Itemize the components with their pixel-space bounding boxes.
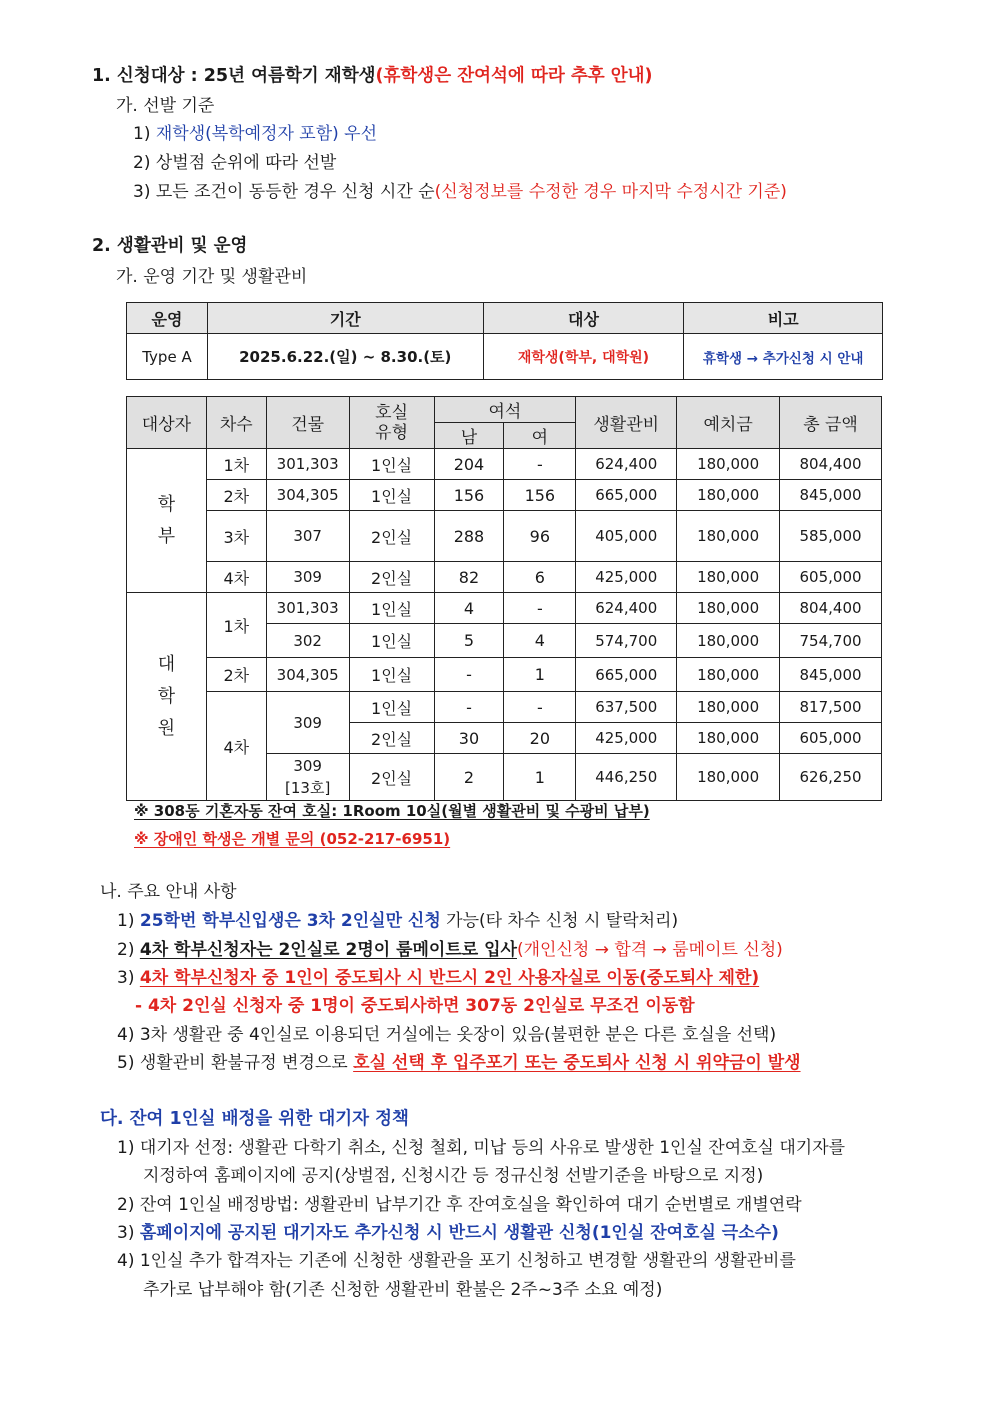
- cell-female: 96: [504, 511, 576, 562]
- header-deposit: 예치금: [677, 397, 780, 449]
- table-row: [127, 480, 882, 511]
- cell-type: 1인실: [349, 658, 434, 692]
- cell-male: 5: [434, 624, 504, 658]
- cell-fee: 665,000: [576, 480, 677, 511]
- item-number: 3): [117, 968, 140, 988]
- cell-fee: 637,500: [576, 692, 677, 723]
- item-number: 3): [117, 1223, 140, 1243]
- undergrad-label: 학 부: [127, 449, 207, 593]
- cell-type: 1인실: [349, 593, 434, 624]
- item-number: 2): [117, 940, 140, 960]
- notice-item2: [117, 937, 783, 963]
- section1-item3-text: 3) 모든 조건이 동등한 경우 신청 시간 순: [133, 182, 435, 202]
- cell-male: 204: [434, 449, 504, 480]
- cell-deposit: 180,000: [677, 692, 780, 723]
- cell-total: 804,400: [780, 449, 882, 480]
- section1-item1-text: 재학생(복학예정자 포함) 우선: [155, 124, 377, 144]
- cell-building: 307: [266, 511, 349, 562]
- cell-type: 1인실: [349, 624, 434, 658]
- cell-female: 156: [504, 480, 576, 511]
- cell-type: 2인실: [349, 754, 434, 801]
- cell-deposit: 180,000: [677, 511, 780, 562]
- fee-table-header-row1: [127, 397, 882, 423]
- waitlist-item4: 4) 1인실 추가 합격자는 기존에 신청한 생활관을 포기 신청하고 변경할 생활관의 생활관비를: [117, 1251, 796, 1271]
- notice-item4: 4) 3차 생활관 중 4인실로 이용되던 거실에는 옷장이 있음(불편한 분은 다른 호실을 선택): [117, 1025, 777, 1045]
- cell-deposit: 180,000: [677, 658, 780, 692]
- table-row: [127, 692, 882, 723]
- section3-title: 다. 잔여 1인실 배정을 위한 대기자 정책: [100, 1109, 409, 1129]
- header-total: 총 금액: [780, 397, 882, 449]
- cell-deposit: 180,000: [677, 593, 780, 624]
- cell-deposit: 180,000: [677, 562, 780, 593]
- cell-deposit: 180,000: [677, 754, 780, 801]
- cell-building: 309: [266, 562, 349, 593]
- header-round: 차수: [206, 397, 266, 449]
- cell-total: 754,700: [780, 624, 882, 658]
- cell-fee: 425,000: [576, 723, 677, 754]
- cell-total: 585,000: [780, 511, 882, 562]
- grad-label: 대 학 원: [127, 593, 207, 801]
- cell-total: 804,400: [780, 593, 882, 624]
- notice-item1-emphasis: 25학번 학부신입생은 3차 2인실만 신청: [139, 911, 441, 931]
- cell-fee: 624,400: [576, 449, 677, 480]
- operation-remarks: 휴학생 → 추가신청 시 안내: [684, 334, 883, 380]
- cell-building: 302: [266, 624, 349, 658]
- cell-fee: 624,400: [576, 593, 677, 624]
- header-target: 대상자: [127, 397, 207, 449]
- waitlist-item4-cont: 추가로 납부해야 함(기존 신청한 생활관비 환불은 2주~3주 소요 예정): [143, 1280, 663, 1300]
- cell-fee: 446,250: [576, 754, 677, 801]
- section2-title: 2. 생활관비 및 운영: [92, 236, 248, 256]
- waitlist-item3-emphasis: 홈페이지에 공지된 대기자도 추가신청 시 반드시 생활관 신청(1인실 잔여호실 극소수): [139, 1223, 779, 1243]
- cell-building: 309 [13호]: [266, 754, 349, 801]
- table-row: [127, 511, 882, 562]
- header-fee: 생활관비: [576, 397, 677, 449]
- cell-building: 304,305: [266, 658, 349, 692]
- notice-item3-sub: - 4차 2인실 신청자 중 1명이 중도퇴사하면 307동 2인실로 무조건 이동함: [135, 996, 695, 1016]
- item-number: 1): [117, 911, 140, 931]
- cell-female: 1: [504, 658, 576, 692]
- header-male: 남: [434, 423, 504, 449]
- header-remarks: 비고: [684, 303, 883, 334]
- notice-item2-note: (개인신청 → 합격 → 룸메이트 신청): [516, 940, 783, 960]
- cell-fee: 405,000: [576, 511, 677, 562]
- table-row: [127, 449, 882, 480]
- cell-round: 2차: [206, 480, 266, 511]
- section2-subtitle: 가. 운영 기간 및 생활관비: [116, 267, 308, 287]
- cell-male: 2: [434, 754, 504, 801]
- cell-deposit: 180,000: [677, 624, 780, 658]
- waitlist-item1-cont: 지정하여 홈페이지에 공지(상벌점, 신청시간 등 정규신청 선발기준을 바탕으로 지정): [143, 1166, 764, 1186]
- cell-male: 156: [434, 480, 504, 511]
- cell-type: 2인실: [349, 511, 434, 562]
- cell-type: 1인실: [349, 480, 434, 511]
- waitlist-item1: 1) 대기자 선정: 생활관 다학기 취소, 신청 철회, 미납 등의 사유로 발생한 1인실 잔여호실 대기자를: [117, 1138, 846, 1158]
- header-building: 건물: [266, 397, 349, 449]
- operation-target: 재학생(학부, 대학원): [483, 334, 684, 380]
- cell-total: 626,250: [780, 754, 882, 801]
- notice-item1-text: 가능(타 차수 신청 시 탈락처리): [440, 911, 679, 931]
- notice-item1: [117, 908, 678, 934]
- cell-type: 1인실: [349, 692, 434, 723]
- cell-deposit: 180,000: [677, 723, 780, 754]
- section1-subtitle: 가. 선발 기준: [116, 96, 215, 116]
- cell-total: 845,000: [780, 480, 882, 511]
- section1-item3-note: (신청정보를 수정한 경우 마지막 수정시간 기준): [434, 182, 787, 202]
- notices-subtitle: 나. 주요 안내 사항: [100, 882, 237, 902]
- cell-female: 6: [504, 562, 576, 593]
- operation-table-header: [127, 303, 883, 334]
- cell-female: -: [504, 692, 576, 723]
- operation-period: 2025.6.22.(일) ~ 8.30.(토): [207, 334, 483, 380]
- section1-item1: [133, 121, 377, 147]
- cell-female: 1: [504, 754, 576, 801]
- cell-deposit: 180,000: [677, 480, 780, 511]
- cell-deposit: 180,000: [677, 449, 780, 480]
- notice-item3: [117, 965, 759, 991]
- cell-round: 2차: [206, 658, 266, 692]
- waitlist-item3: [117, 1220, 779, 1246]
- cell-female: -: [504, 449, 576, 480]
- cell-round: 3차: [206, 511, 266, 562]
- cell-male: -: [434, 692, 504, 723]
- cell-male: -: [434, 658, 504, 692]
- section1-title-note: (휴학생은 잔여석에 따라 추후 안내): [375, 66, 653, 86]
- operation-type: Type A: [127, 334, 208, 380]
- cell-male: 288: [434, 511, 504, 562]
- cell-fee: 665,000: [576, 658, 677, 692]
- header-operation: 운영: [127, 303, 208, 334]
- cell-female: -: [504, 593, 576, 624]
- note-married-dorm: ※ 308동 기혼자동 잔여 호실: 1Room 10실(월별 생활관비 및 수광비 납부): [134, 802, 650, 820]
- cell-female: 4: [504, 624, 576, 658]
- section1-title-main: 1. 신청대상 : 25년 여름학기 재학생: [92, 66, 376, 86]
- table-row: [127, 593, 882, 624]
- section1-item3: [133, 179, 787, 205]
- cell-fee: 574,700: [576, 624, 677, 658]
- header-female: 여: [504, 423, 576, 449]
- header-seats: 여석: [434, 397, 576, 423]
- cell-fee: 425,000: [576, 562, 677, 593]
- table-row: [127, 334, 883, 380]
- cell-type: 2인실: [349, 723, 434, 754]
- cell-type: 2인실: [349, 562, 434, 593]
- cell-female: 20: [504, 723, 576, 754]
- table-row: [127, 658, 882, 692]
- header-room-type: [349, 397, 434, 449]
- cell-total: 845,000: [780, 658, 882, 692]
- notice-item5: [117, 1050, 801, 1076]
- cell-building: 301,303: [266, 449, 349, 480]
- cell-round: 1차: [206, 593, 266, 658]
- cell-male: 30: [434, 723, 504, 754]
- cell-round: 1차: [206, 449, 266, 480]
- fee-table: [126, 396, 882, 801]
- cell-building: 304,305: [266, 480, 349, 511]
- waitlist-item2: 2) 잔여 1인실 배정방법: 생활관비 납부기간 후 잔여호실을 확인하여 대기 순번별로 개별연락: [117, 1195, 802, 1215]
- cell-round: 4차: [206, 562, 266, 593]
- room-type-label: 호실 유형: [375, 402, 408, 443]
- section1-item2: 2) 상벌점 순위에 따라 선발: [133, 153, 337, 173]
- notice-item2-emphasis: 4차 학부신청자는 2인실로 2명이 룸메이트로 입사: [139, 940, 517, 960]
- cell-type: 1인실: [349, 449, 434, 480]
- cell-building: 301,303: [266, 593, 349, 624]
- cell-total: 605,000: [780, 723, 882, 754]
- notice-item3-emphasis: 4차 학부신청자 중 1인이 중도퇴사 시 반드시 2인 사용자실로 이동(중도퇴사 제한): [139, 968, 760, 988]
- operation-table: [126, 302, 883, 380]
- cell-round: 4차: [206, 692, 266, 801]
- cell-total: 817,500: [780, 692, 882, 723]
- item-number: 1): [133, 124, 156, 144]
- cell-male: 82: [434, 562, 504, 593]
- cell-male: 4: [434, 593, 504, 624]
- section1-title: [92, 63, 653, 89]
- notice-item5-emphasis: 호실 선택 후 입주포기 또는 중도퇴사 신청 시 위약금이 발생: [353, 1053, 801, 1073]
- cell-building: 309: [266, 692, 349, 754]
- notice-item5-text: 5) 생활관비 환불규정 변경으로: [117, 1053, 354, 1073]
- header-target: 대상: [483, 303, 684, 334]
- note-disabled-students: ※ 장애인 학생은 개별 문의 (052-217-6951): [134, 830, 451, 848]
- table-row: [127, 562, 882, 593]
- cell-total: 605,000: [780, 562, 882, 593]
- header-period: 기간: [207, 303, 483, 334]
